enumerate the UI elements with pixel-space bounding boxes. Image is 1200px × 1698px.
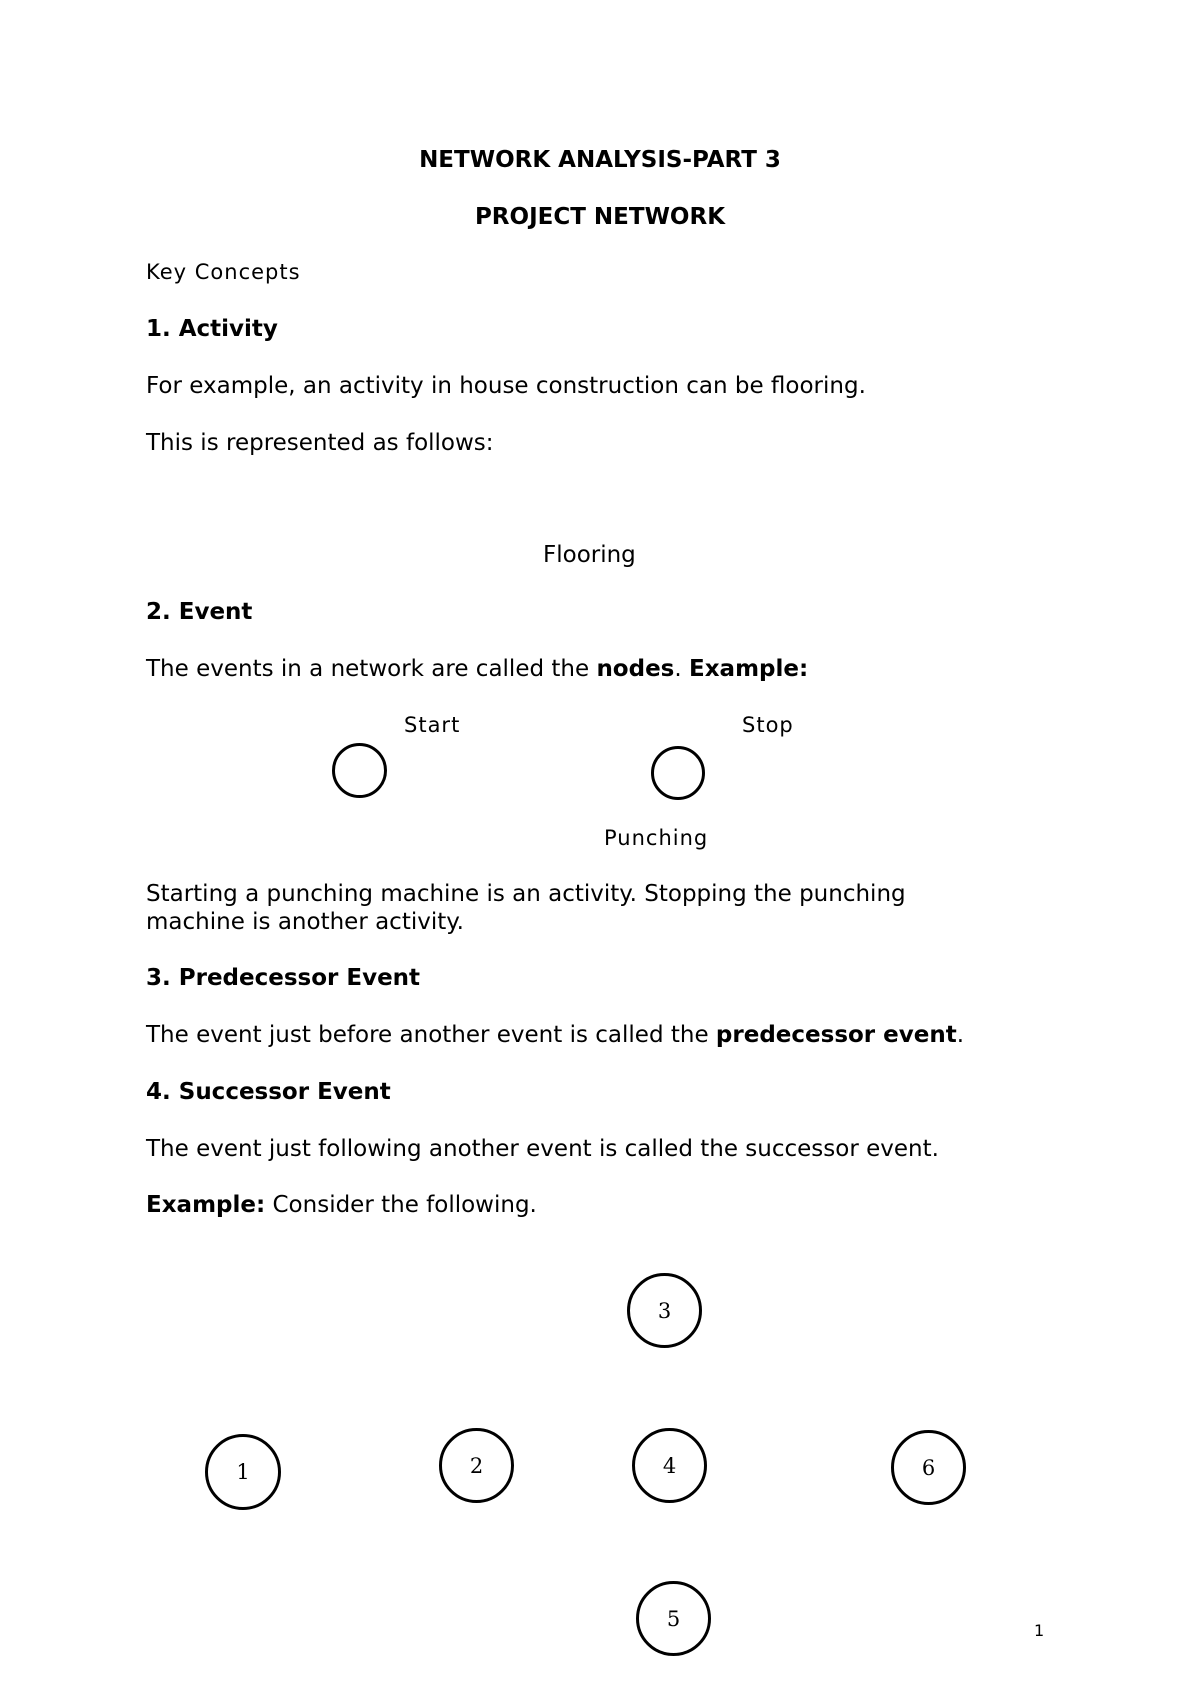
flooring-label: Flooring: [543, 542, 636, 568]
successor-example-label: Example:: [146, 1192, 266, 1218]
stop-event-node: [651, 746, 705, 800]
punching-label: Punching: [604, 826, 709, 850]
stop-label: Stop: [742, 713, 794, 737]
successor-definition: The event just following another event is called the successor event.: [146, 1136, 939, 1162]
event-paragraph-line-1: Starting a punching machine is an activity. Stopping the punching: [146, 881, 906, 907]
start-event-node: [332, 743, 387, 798]
event-paragraph-line-2: machine is another activity.: [146, 909, 464, 935]
event-example-label: Example:: [689, 656, 809, 682]
activity-example-text: For example, an activity in house construction can be flooring.: [146, 373, 866, 399]
event-text-after: .: [674, 656, 689, 682]
event-text-before: The events in a network are called the: [146, 656, 597, 682]
successor-example: [146, 1191, 537, 1219]
network-node-3: 3: [627, 1273, 702, 1348]
network-node-2: 2: [439, 1428, 514, 1503]
activity-heading: 1. Activity: [146, 316, 278, 342]
predecessor-text-before: The event just before another event is called the: [146, 1022, 716, 1048]
event-heading: 2. Event: [146, 599, 253, 625]
successor-example-text: Consider the following.: [265, 1192, 537, 1218]
document-subtitle: PROJECT NETWORK: [474, 204, 726, 230]
network-node-5: 5: [636, 1581, 711, 1656]
page-number: 1: [1034, 1621, 1045, 1640]
predecessor-definition: [146, 1021, 964, 1049]
document-title: NETWORK ANALYSIS-PART 3: [419, 147, 781, 173]
activity-represented-text: This is represented as follows:: [146, 430, 494, 456]
network-node-4: 4: [632, 1428, 707, 1503]
key-concepts-label: Key Concepts: [146, 260, 301, 284]
event-definition: [146, 655, 808, 683]
successor-heading: 4. Successor Event: [146, 1079, 391, 1105]
nodes-term: nodes: [596, 656, 675, 682]
network-node-1: 1: [205, 1434, 281, 1510]
start-label: Start: [404, 713, 461, 737]
predecessor-heading: 3. Predecessor Event: [146, 965, 421, 991]
predecessor-term: predecessor event: [715, 1022, 957, 1048]
network-node-6: 6: [891, 1430, 966, 1505]
predecessor-text-after: .: [956, 1022, 965, 1048]
